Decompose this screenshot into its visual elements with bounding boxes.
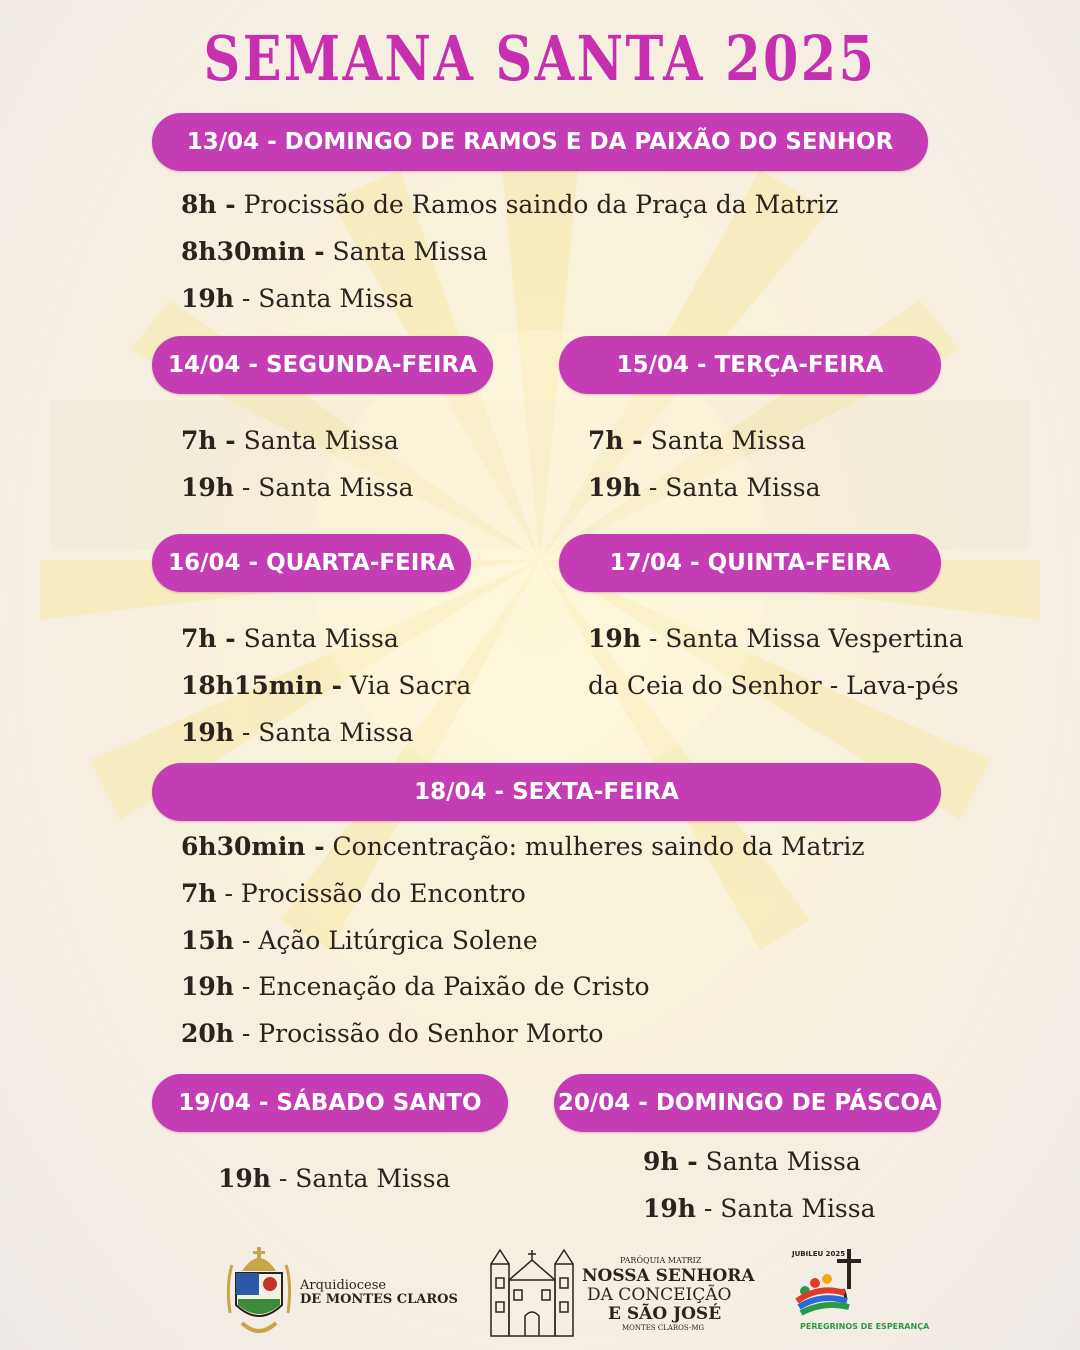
- page-title: SEMANA SANTA 2025: [203, 22, 877, 95]
- item-time: 7h -: [588, 426, 643, 455]
- list-item: [181, 926, 538, 955]
- list-item: [181, 284, 414, 313]
- item-text: - Procissão do Senhor Morto: [233, 1019, 604, 1048]
- item-text: Santa Missa: [642, 426, 806, 455]
- jubilee-year-label: JUBILEU 2025: [792, 1250, 846, 1258]
- item-text: Concentração: mulheres saindo da Matriz: [324, 832, 865, 861]
- item-text: Santa Missa: [324, 237, 488, 266]
- archdiocese-name-line2: DE MONTES CLAROS: [300, 1292, 458, 1307]
- item-time: 19h: [218, 1164, 271, 1193]
- list-item: [181, 473, 414, 502]
- item-time: 19h: [181, 473, 234, 502]
- item-text: - Santa Missa: [233, 284, 414, 313]
- parish-church-icon: [487, 1244, 577, 1340]
- item-time: 7h -: [181, 624, 236, 653]
- item-time: 18h15min -: [181, 671, 342, 700]
- item-time: 6h30min -: [181, 832, 325, 861]
- item-time: 19h: [181, 284, 234, 313]
- parish-name-line3: E SÃO JOSÉ: [608, 1304, 722, 1324]
- list-item: [588, 473, 821, 502]
- item-text: - Ação Litúrgica Solene: [233, 926, 538, 955]
- item-text: Procissão de Ramos saindo da Praça da Matriz: [235, 190, 839, 219]
- item-time: 19h: [643, 1194, 696, 1223]
- archdiocese-name-line1: Arquidiocese: [300, 1278, 387, 1293]
- archdiocese-coat-of-arms-icon: [222, 1243, 296, 1343]
- list-item: [643, 1147, 861, 1176]
- item-text: - Santa Missa: [233, 473, 414, 502]
- item-time: 7h: [181, 879, 217, 908]
- day-header-18-04: 18/04 - SEXTA-FEIRA: [152, 763, 941, 821]
- item-time: 15h: [181, 926, 234, 955]
- day-header-20-04: 20/04 - DOMINGO DE PÁSCOA: [554, 1074, 941, 1132]
- item-text: Via Sacra: [341, 671, 472, 700]
- day-header-15-04: 15/04 - TERÇA-FEIRA: [559, 336, 941, 394]
- item-text: Santa Missa: [235, 624, 399, 653]
- item-text: Santa Missa: [235, 426, 399, 455]
- item-time: 9h -: [643, 1147, 698, 1176]
- day-header-17-04: 17/04 - QUINTA-FEIRA: [559, 534, 941, 592]
- parish-city: MONTES CLAROS-MG: [622, 1324, 705, 1332]
- list-item: [643, 1194, 876, 1223]
- list-item: [181, 832, 865, 861]
- list-item: [588, 671, 959, 700]
- item-text: - Santa Missa Vespertina: [640, 624, 964, 653]
- parish-label: PARÓQUIA MATRIZ: [620, 1256, 702, 1265]
- parish-name-line2: DA CONCEIÇÃO: [587, 1285, 732, 1305]
- list-item: [181, 190, 838, 219]
- day-header-13-04: 13/04 - DOMINGO DE RAMOS E DA PAIXÃO DO SENHOR: [152, 113, 928, 171]
- item-time: 19h: [588, 473, 641, 502]
- item-text: - Santa Missa: [270, 1164, 451, 1193]
- parish-name-line1: NOSSA SENHORA: [582, 1266, 755, 1286]
- item-time: 19h: [181, 718, 234, 747]
- item-time: 7h -: [181, 426, 236, 455]
- day-header-14-04: 14/04 - SEGUNDA-FEIRA: [152, 336, 493, 394]
- item-text: - Encenação da Paixão de Cristo: [233, 972, 650, 1001]
- day-header-19-04: 19/04 - SÁBADO SANTO: [152, 1074, 508, 1132]
- list-item: [181, 1019, 603, 1048]
- item-time: 8h -: [181, 190, 236, 219]
- item-time: 20h: [181, 1019, 234, 1048]
- item-text: - Procissão do Encontro: [216, 879, 526, 908]
- day-header-16-04: 16/04 - QUARTA-FEIRA: [152, 534, 471, 592]
- item-text: - Santa Missa: [640, 473, 821, 502]
- item-text: - Santa Missa: [695, 1194, 876, 1223]
- item-text: Santa Missa: [697, 1147, 861, 1176]
- list-item: [181, 671, 471, 700]
- item-text: da Ceia do Senhor - Lava-pés: [588, 671, 959, 700]
- list-item: [181, 624, 399, 653]
- list-item: [181, 718, 414, 747]
- list-item: [181, 879, 526, 908]
- item-time: 19h: [588, 624, 641, 653]
- item-time: 19h: [181, 972, 234, 1001]
- jubilee-motto: PEREGRINOS DE ESPERANÇA: [800, 1322, 930, 1331]
- item-time: 8h30min -: [181, 237, 325, 266]
- list-item: [218, 1164, 451, 1193]
- list-item: [181, 426, 399, 455]
- list-item: [181, 972, 650, 1001]
- item-text: - Santa Missa: [233, 718, 414, 747]
- list-item: [588, 426, 806, 455]
- list-item: [588, 624, 964, 653]
- list-item: [181, 237, 488, 266]
